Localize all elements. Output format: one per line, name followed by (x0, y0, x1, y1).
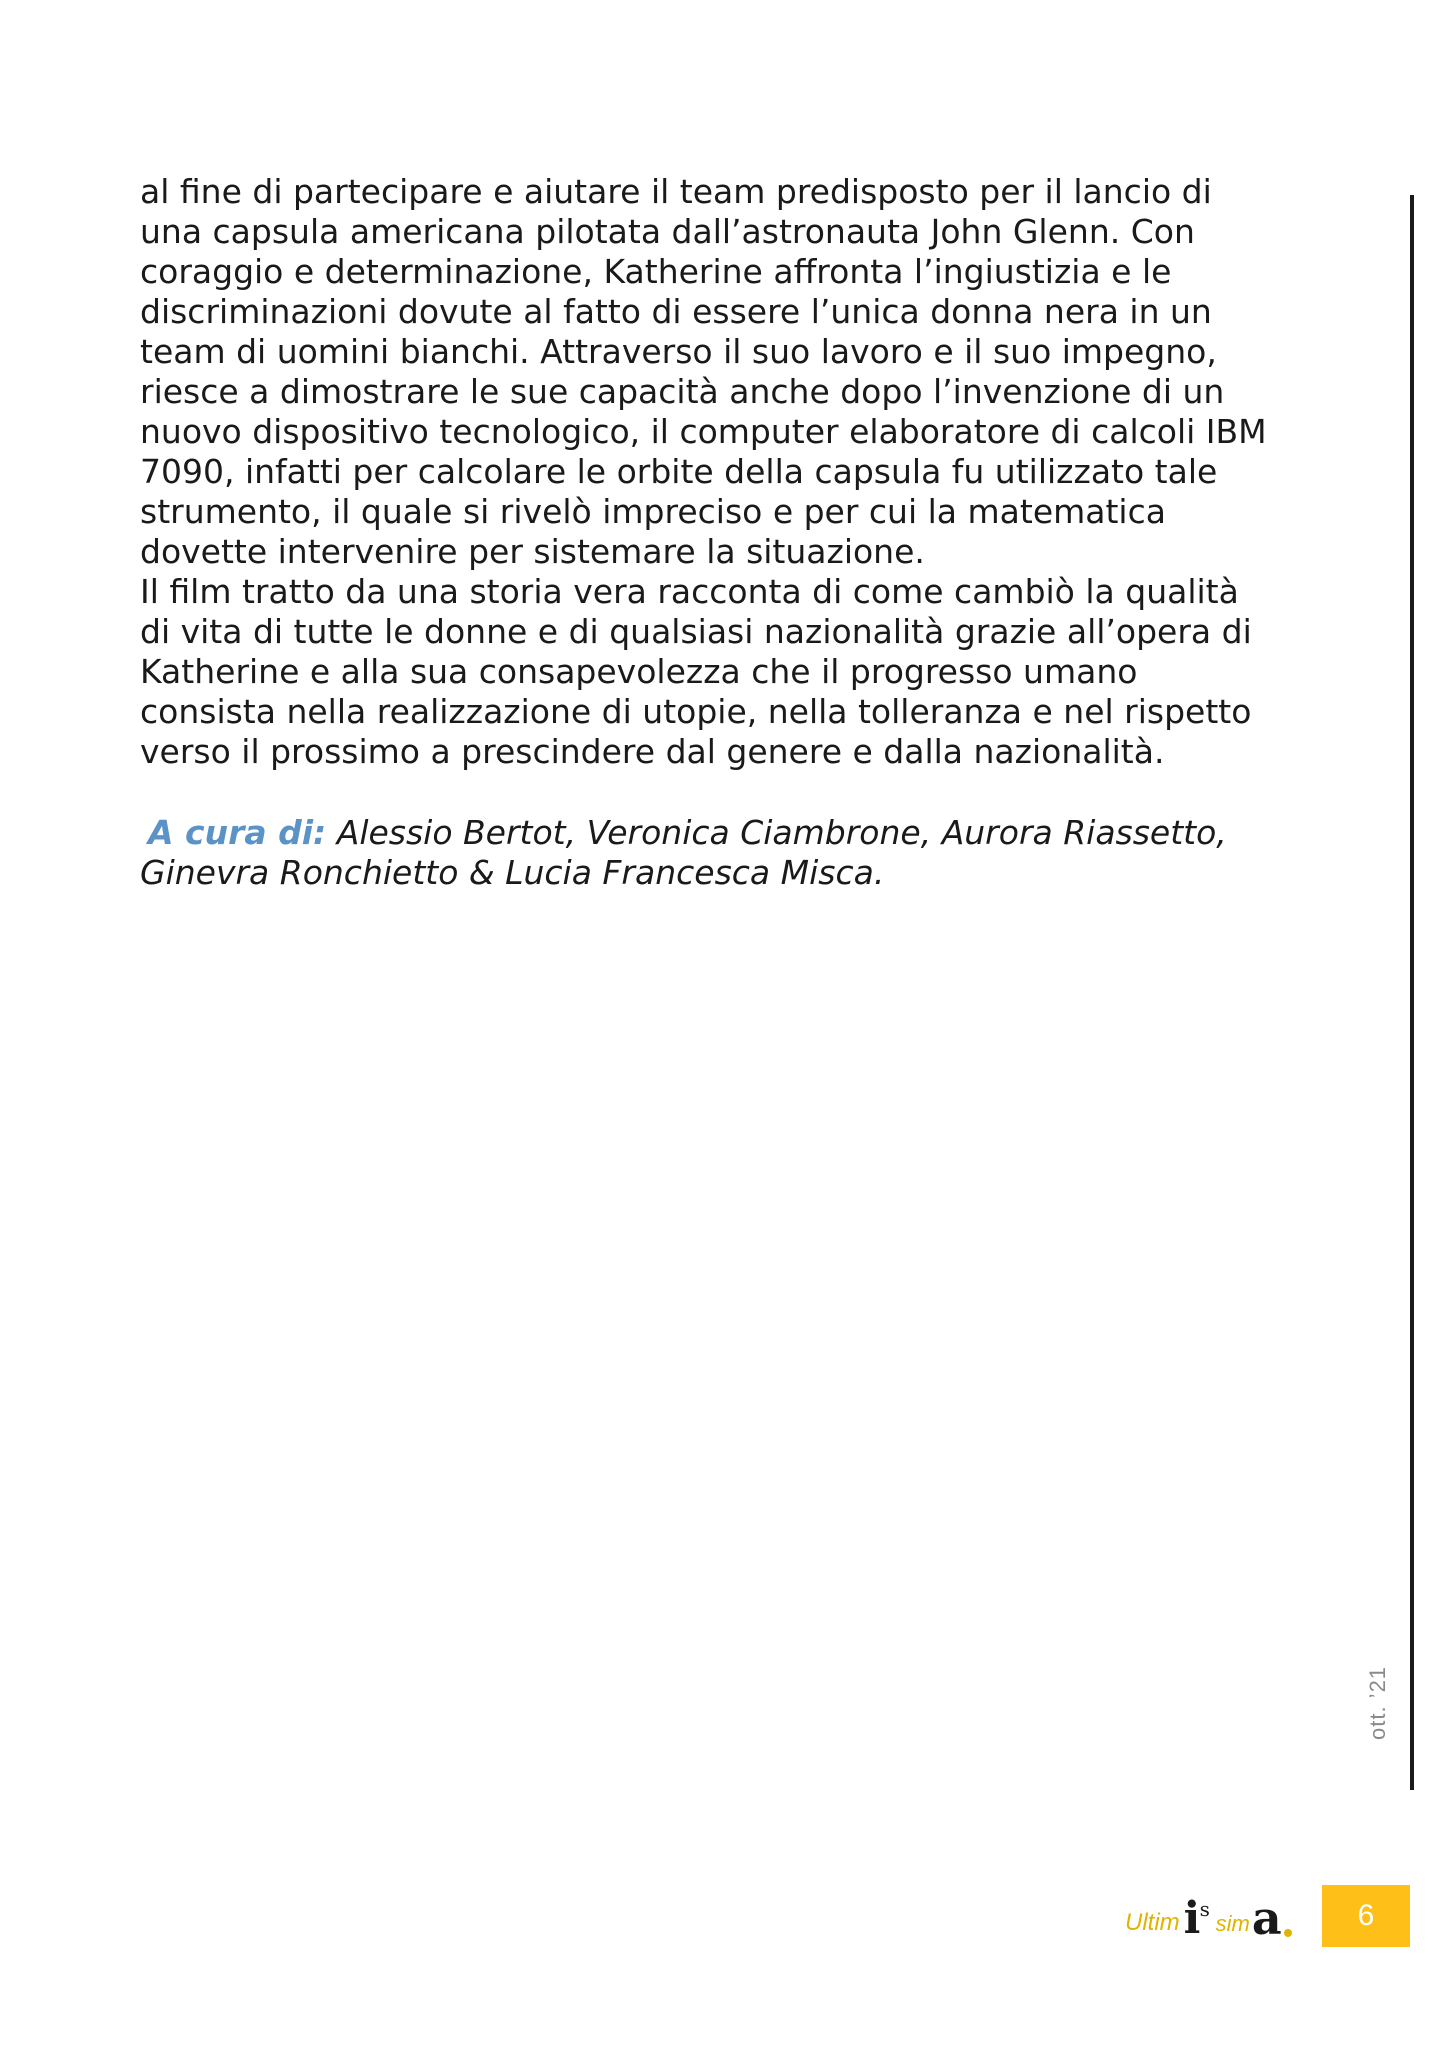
article-line: discriminazioni dovute al fatto di essere l’unica donna nera in un (140, 292, 1212, 331)
article-line: 7090, infatti per calcolare le orbite della capsula fu utilizzato tale (140, 452, 1218, 491)
article-line: verso il prossimo a prescindere dal genere e dalla nazionalità. (140, 732, 1165, 771)
article-line: al fine di partecipare e aiutare il team predisposto per il lancio di (140, 172, 1212, 211)
article-line: dovette intervenire per sistemare la situazione. (140, 532, 925, 571)
article-line: team di uomini bianchi. Attraverso il suo lavoro e il suo impegno, (140, 332, 1217, 371)
logo-letter-s: s (1199, 1897, 1210, 1921)
page-number: 6 (1357, 1899, 1375, 1932)
credits-line-1 (140, 813, 1340, 853)
publication-logo (1125, 1885, 1292, 1945)
credits-names-2: Ginevra Ronchietto & Lucia Francesca Misca. (140, 853, 885, 892)
logo-text-sim: sim (1215, 1911, 1250, 1936)
article-line: consista nella realizzazione di utopie, nella tolleranza e nel rispetto (140, 692, 1252, 731)
article-line: coraggio e determinazione, Katherine affronta l’ingiustizia e le (140, 252, 1172, 291)
logo-dot-icon (1284, 1929, 1292, 1937)
issue-date: ott. ’21 (1365, 1665, 1390, 1740)
logo-is-mark (1183, 1893, 1214, 1945)
article-line: una capsula americana pilotata dall’astronauta John Glenn. Con (140, 212, 1195, 251)
credits-names-1: Alessio Bertot, Veronica Ciambrone, Aurora Riassetto, (326, 813, 1227, 852)
article-line: strumento, il quale si rivelò impreciso e per cui la matematica (140, 492, 1166, 531)
logo-letter-a: a (1251, 1891, 1282, 1945)
credits (140, 813, 1340, 893)
page-number-badge (1322, 1885, 1410, 1947)
article-body (140, 172, 1310, 772)
vertical-divider (1410, 195, 1414, 1790)
article-line: Il film tratto da una storia vera racconta di come cambiò la qualità (140, 572, 1239, 611)
credits-label: A cura di: (148, 813, 327, 852)
article-line: di vita di tutte le donne e di qualsiasi nazionalità grazie all’opera di (140, 612, 1252, 651)
logo-text-ultim: Ultim (1125, 1909, 1180, 1936)
article-line: nuovo dispositivo tecnologico, il computer elaboratore di calcoli IBM (140, 412, 1267, 451)
logo-letter-i: i (1183, 1893, 1201, 1944)
article-line: riesce a dimostrare le sue capacità anche dopo l’invenzione di un (140, 372, 1225, 411)
article-line: Katherine e alla sua consapevolezza che il progresso umano (140, 652, 1138, 691)
